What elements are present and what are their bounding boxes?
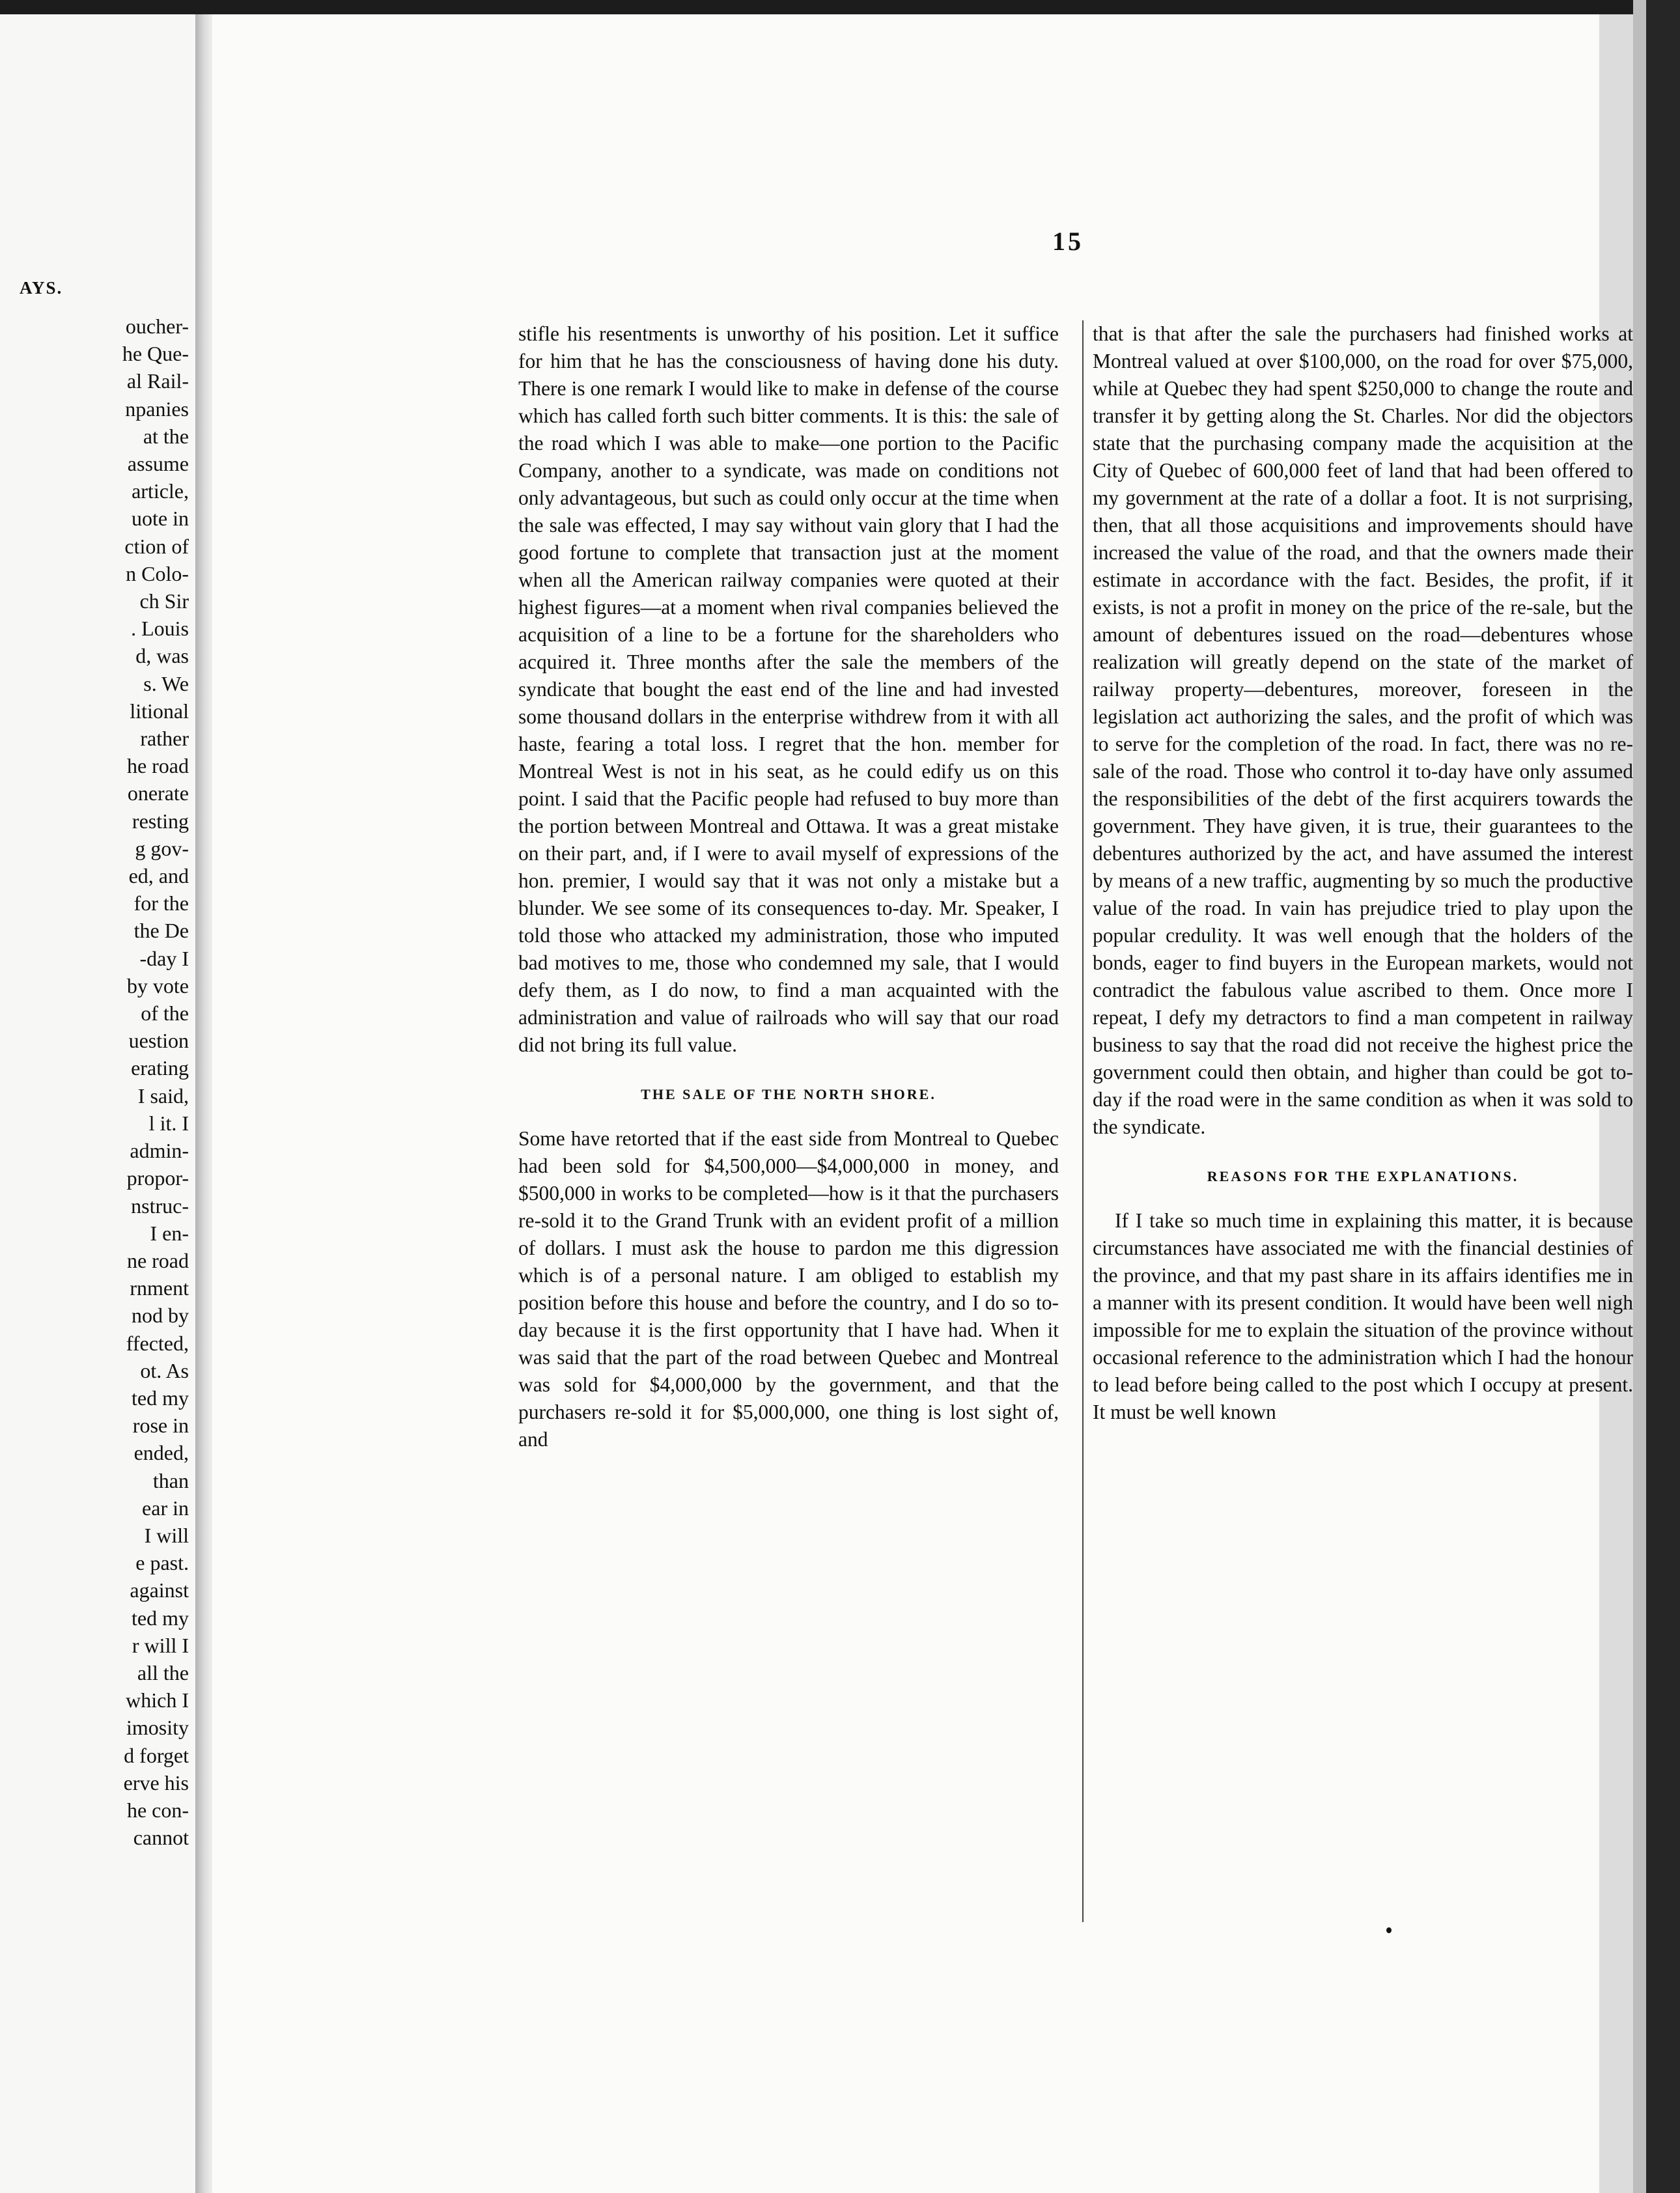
- previous-page-line: propor-: [126, 1166, 189, 1190]
- previous-page-line: by vote: [126, 973, 189, 998]
- previous-page-line: of the: [141, 1001, 189, 1026]
- previous-page-text: [20, 278, 189, 1851]
- previous-page-line: at the: [143, 424, 189, 448]
- previous-page-line: onerate: [127, 781, 189, 805]
- previous-page-line: the De: [133, 919, 189, 943]
- previous-page-line: article,: [132, 479, 189, 503]
- previous-page-line: r will I: [132, 1633, 189, 1657]
- previous-page-line: ted my: [132, 1606, 189, 1630]
- previous-page-line: for the: [133, 891, 189, 915]
- previous-page-line: all the: [137, 1660, 189, 1684]
- previous-page-line: al Rail-: [126, 369, 189, 393]
- previous-page-line: l it. I: [148, 1111, 189, 1135]
- previous-page-line: rather: [140, 727, 189, 751]
- previous-page-line: ended,: [133, 1441, 189, 1465]
- previous-page-line: ed, and: [128, 864, 189, 888]
- previous-page-line: resting: [132, 809, 189, 833]
- right-column: [1093, 320, 1633, 1426]
- previous-page-line: which I: [126, 1688, 189, 1712]
- previous-page-line: ffected,: [126, 1331, 189, 1355]
- previous-page-fragment: [0, 14, 195, 2193]
- scan-edge-shadow: [1633, 0, 1646, 2193]
- left-column: [518, 320, 1059, 1453]
- previous-page-line: ction of: [124, 534, 189, 558]
- previous-page-line: he Que-: [122, 342, 189, 366]
- previous-page-line: nstruc-: [131, 1194, 189, 1218]
- previous-page-line: ot. As: [140, 1358, 189, 1382]
- left-column-paragraph: stifle his resentments is unworthy of his position. Let it suffice for him that he has the consciousness of having done his duty. There is one remark I would like to make in defense of the course which has called forth such bitter comments. It is this: the sale of the road which I was able to make—one portion to the Pacific Company, another to a syndicate, was made on conditions not only advantageous, but such as could only occur at the time when the sale was effected, I may say without vain glory that I had the good fortune to complete that transaction just at the moment when all the American railway companies were quoted at their highest figures—at a moment when rival companies believed the acquisition of a line to be a fortune for the shareholders who acquired it. Three months after the sale the members of the syndicate that bought the east end of the line and had invested some thousand dollars in the enterprise withdrew from it with all haste, fearing a total loss. I regret that the hon. member for Montreal West is not in his seat, as he could edify us on this point. I said that the Pacific people had refused to buy more than the portion between Montreal and Ottawa. It was a great mistake on their part, and, if I were to avail myself of expressions of the hon. premier, I would say that it was not only a mistake but a blunder. We see some of its consequences to-day. Mr. Speaker, I told those who attacked my administration, those who imputed bad motives to me, those who condemned my sale, that I would defy them, as I do now, to find a man acquainted with the administration and value of railroads who will say that our road did not bring its full value.: [518, 322, 1059, 1056]
- section-heading-north-shore: THE SALE OF THE NORTH SHORE.: [641, 1086, 936, 1102]
- right-column-paragraph: that is that after the sale the purchasers had finished works at Montreal valued at over $100,000, on the road for over $75,000, while at Quebec they had spent $250,000 to change the route and transfer it by getting along the St. Charles. Nor did the objectors state that the purchasing company made the acquisition at the City of Quebec of 600,000 feet of land that had been offered to my government at the rate of a dollar a foot. It is not surprising, then, that all those acquisitions and improvements should have increased the value of the road, and that the owners made their estimate in accordance with the fact. Besides, the profit, if it exists, is not a profit in money on the price of the re-sale, but the amount of debentures issued on the road—debentures whose realization will greatly depend on the state of the market of railway property—debentures, moreover, foreseen in the legislation act authorizing the sales, and the profit of which was to serve for the completion of the road. In fact, there was no re-sale of the road. Those who control it to-day have only assumed the responsibilities of the debt of the first acquirers towards the government. They have given, it is true, their guarantees to the debentures authorized by the act, and have assumed the interest by means of a new traffic, augmenting by so much the productive value of the road. In vain has prejudice tried to play upon the popular credulity. It was well enough that the holders of the bonds, eager to find buyers in the European markets, would not contradict the fabulous value ascribed to them. Once more I repeat, I defy my detractors to find a man competent in railway business to say that the road did not receive the highest price the government could then obtain, and higher than could be got to-day if the road were in the same condition as when it was sold to the syndicate.: [1093, 322, 1633, 1138]
- left-column-paragraph: Some have retorted that if the east side from Montreal to Quebec had been sold for $4,500,000—$4,000,000 in money, and $500,000 in works to be completed—how is it that the purchasers re-sold it to the Grand Trunk with an evident profit of a million of dollars. I must ask the house to pardon me this digression which is of a personal nature. I am obliged to establish my position before this house and before the country, and I do so to-day because it is the first opportunity that I have had. When it was said that the part of the road between Quebec and Montreal was sold for $4,000,000 by the government, and that the purchasers re-sold it for $5,000,000, one thing is lost sight of, and: [518, 1127, 1059, 1451]
- previous-page-line: admin-: [130, 1139, 189, 1163]
- right-column-paragraph: If I take so much time in explaining this matter, it is because circumstances have associated me with the financial destinies of the province, and that my past share in its affairs identifies me in a manner with its present condition. It would have been well nigh impossible for me to explain the situation of the province without occasional reference to the administration which I had the honour to lead before being called to the post which I occupy at present. It must be well known: [1093, 1209, 1633, 1423]
- previous-page-line: ne road: [126, 1248, 189, 1272]
- previous-page-line: I en-: [150, 1221, 189, 1245]
- previous-page-line: ch Sir: [139, 589, 189, 613]
- previous-page-line: he road: [126, 754, 189, 778]
- book-gutter: [195, 14, 212, 2193]
- previous-page-line: than: [152, 1468, 189, 1492]
- previous-page-line: cannot: [133, 1826, 189, 1850]
- previous-page-line: uote in: [132, 507, 189, 531]
- previous-page-line: e past.: [135, 1551, 189, 1575]
- section-heading-reasons: REASONS FOR THE EXPLANATIONS.: [1207, 1168, 1519, 1184]
- previous-page-line: ted my: [132, 1386, 189, 1410]
- previous-page-line: rnment: [130, 1276, 189, 1300]
- previous-page-line: n Colo-: [126, 561, 189, 585]
- previous-page-line: against: [130, 1578, 189, 1602]
- previous-page-line: I will: [144, 1523, 189, 1547]
- page-number: 15: [1052, 227, 1084, 256]
- previous-page-line: ear in: [142, 1496, 189, 1520]
- previous-page-line: rose in: [132, 1414, 189, 1438]
- previous-page-line: imosity: [126, 1716, 189, 1740]
- scan-right-border: [1646, 0, 1680, 2193]
- previous-page-line: litional: [130, 699, 189, 723]
- previous-page-line: -day I: [139, 946, 189, 970]
- previous-page-line: erating: [131, 1056, 189, 1080]
- previous-page-lines: [20, 313, 189, 1851]
- previous-page-line: I said,: [137, 1083, 189, 1108]
- previous-page-line: d forget: [124, 1743, 189, 1767]
- ink-speck: [1386, 1927, 1392, 1933]
- previous-page-line: uestion: [128, 1029, 189, 1053]
- previous-page-heading: AYS.: [20, 278, 63, 298]
- previous-page-line: nod by: [132, 1304, 189, 1328]
- column-divider: [1082, 320, 1084, 1922]
- previous-page-line: s. We: [143, 671, 189, 695]
- book-page: [212, 14, 1633, 2193]
- previous-page-line: assume: [127, 452, 189, 476]
- previous-page-line: erve his: [123, 1770, 189, 1795]
- scan-top-border: [0, 0, 1680, 14]
- previous-page-line: g gov-: [135, 836, 189, 860]
- previous-page-line: npanies: [125, 397, 189, 421]
- previous-page-line: . Louis: [131, 617, 189, 641]
- previous-page-line: oucher-: [125, 314, 189, 338]
- previous-page-line: he con-: [126, 1798, 189, 1822]
- previous-page-line: d, was: [135, 644, 189, 668]
